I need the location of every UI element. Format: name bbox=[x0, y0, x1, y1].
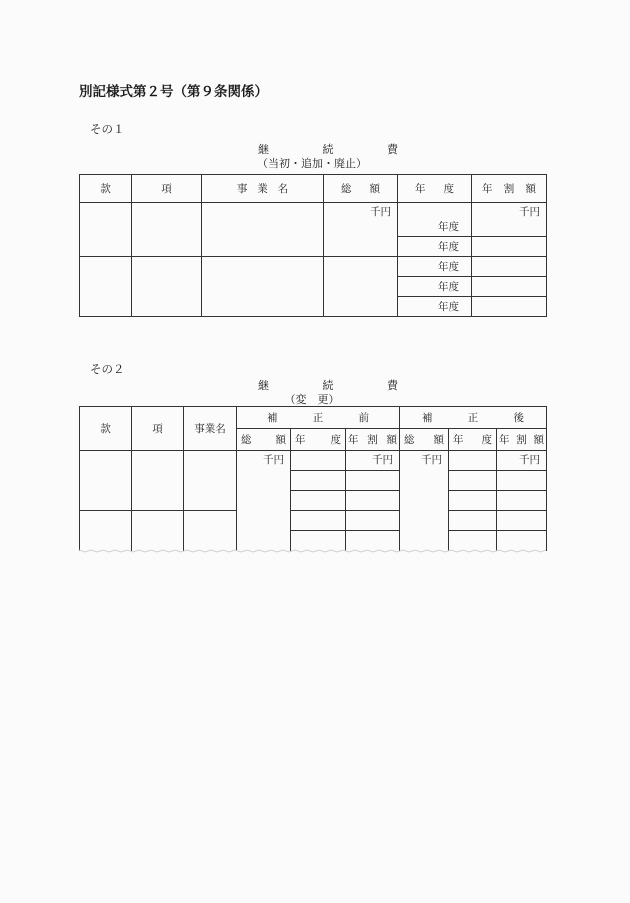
cell-before-nendo bbox=[291, 511, 346, 531]
cell-jigyou bbox=[184, 511, 237, 551]
header-kou: 項 bbox=[132, 407, 184, 451]
header-after-nenwari: 年 割 額 bbox=[497, 429, 547, 451]
cell-kan bbox=[80, 257, 132, 317]
cell-after-nenwari bbox=[497, 511, 547, 531]
part1-table bbox=[79, 174, 547, 317]
cell-jigyou bbox=[184, 451, 237, 511]
cell-nenwari bbox=[472, 257, 547, 277]
header-kan: 款 bbox=[80, 407, 132, 451]
header-before: 補 正 前 bbox=[237, 407, 400, 429]
part2-title: 継 続 費 bbox=[258, 379, 398, 392]
cell-after-nendo bbox=[449, 511, 497, 531]
cell-nendo: 年度 bbox=[398, 257, 472, 277]
table-row bbox=[80, 511, 547, 531]
cell-before-nenwari bbox=[346, 511, 400, 531]
header-nendo: 年 度 bbox=[398, 175, 472, 203]
cell-after-nenwari bbox=[497, 471, 547, 491]
torn-edge bbox=[79, 548, 546, 556]
cell-before-sougaku-unit: 千円 bbox=[237, 451, 291, 551]
cell-kan bbox=[80, 203, 132, 257]
table-row bbox=[80, 257, 547, 277]
cell-nenwari bbox=[472, 297, 547, 317]
header-before-nendo: 年 度 bbox=[291, 429, 346, 451]
cell-before-nenwari bbox=[346, 471, 400, 491]
header-after-nendo: 年 度 bbox=[449, 429, 497, 451]
cell-before-nenwari bbox=[346, 491, 400, 511]
cell-jigyou bbox=[202, 203, 324, 257]
header-jigyou: 事業名 bbox=[184, 407, 237, 451]
part1-title: 継 続 費 bbox=[258, 143, 398, 156]
header-after-sougaku: 総 額 bbox=[400, 429, 449, 451]
header-before-nenwari: 年 割 額 bbox=[346, 429, 400, 451]
cell-after-sougaku-unit: 千円 bbox=[400, 451, 449, 551]
header-nenwari: 年 割 額 bbox=[472, 175, 547, 203]
cell-sougaku-unit: 千円 bbox=[324, 203, 398, 257]
cell-before-nendo bbox=[291, 451, 346, 471]
cell-jigyou bbox=[202, 257, 324, 317]
cell-kou bbox=[132, 203, 202, 257]
cell-nenwari bbox=[472, 277, 547, 297]
cell-before-nenwari-unit: 千円 bbox=[346, 451, 400, 471]
cell-after-nendo bbox=[449, 471, 497, 491]
cell-sougaku bbox=[324, 257, 398, 317]
part2-subtitle: （変 更） bbox=[284, 393, 340, 406]
cell-nendo: 年度 bbox=[398, 297, 472, 317]
cell-before-nendo bbox=[291, 471, 346, 491]
cell-before-nendo bbox=[291, 491, 346, 511]
part2-table bbox=[79, 406, 547, 551]
part2-label: その２ bbox=[90, 362, 125, 376]
cell-kan bbox=[80, 451, 132, 511]
header-sougaku: 総 額 bbox=[324, 175, 398, 203]
cell-after-nendo bbox=[449, 491, 497, 511]
cell-nenwari-unit: 千円 bbox=[472, 203, 547, 237]
part1-subtitle: （当初・追加・廃止） bbox=[257, 157, 367, 170]
header-kan: 款 bbox=[80, 175, 132, 203]
part2-header-row bbox=[80, 407, 547, 429]
table-row bbox=[80, 451, 547, 471]
cell-kan bbox=[80, 511, 132, 551]
cell-after-nenwari bbox=[497, 491, 547, 511]
cell-nenwari bbox=[472, 237, 547, 257]
cell-after-nendo bbox=[449, 451, 497, 471]
header-kou: 項 bbox=[132, 175, 202, 203]
cell-kou bbox=[132, 511, 184, 551]
form-heading: 別記様式第２号（第９条関係） bbox=[79, 84, 268, 100]
part1-header-row bbox=[80, 175, 547, 203]
header-after: 補 正 後 bbox=[400, 407, 547, 429]
header-before-sougaku: 総 額 bbox=[237, 429, 291, 451]
table-row bbox=[80, 203, 547, 237]
cell-after-nenwari-unit: 千円 bbox=[497, 451, 547, 471]
cell-nendo: 年度 bbox=[398, 277, 472, 297]
cell-kou bbox=[132, 257, 202, 317]
cell-nendo: 年度 bbox=[398, 237, 472, 257]
header-jigyou: 事 業 名 bbox=[202, 175, 324, 203]
part1-label: その１ bbox=[90, 122, 125, 136]
cell-nendo: 年度 bbox=[398, 203, 472, 237]
cell-kou bbox=[132, 451, 184, 511]
